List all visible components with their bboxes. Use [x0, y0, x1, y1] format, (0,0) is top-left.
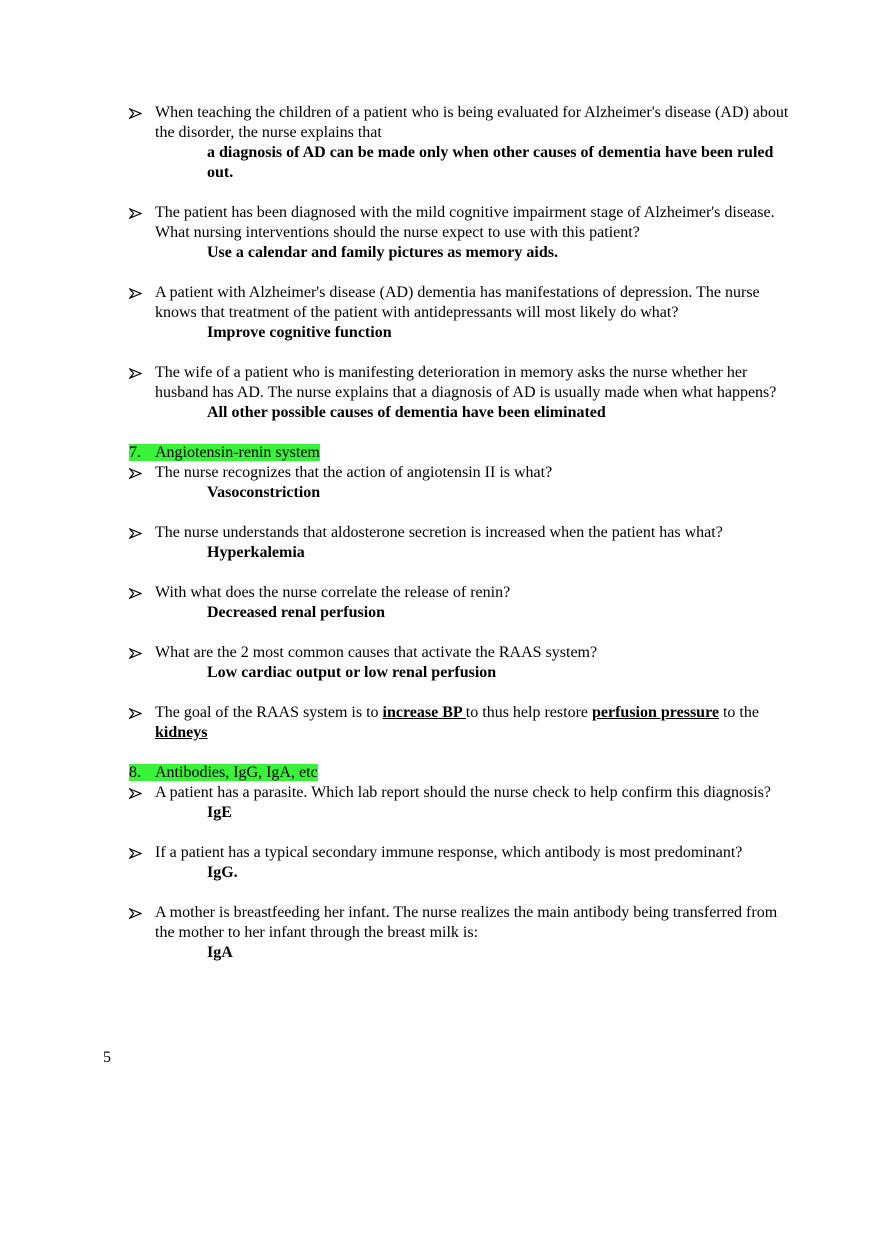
arrow-bullet-icon	[129, 643, 149, 659]
arrow-bullet-icon	[129, 363, 149, 379]
question-text: A patient with Alzheimer's disease (AD) dementia has manifestations of depression. The nurse knows that treatment of the patient with antidepressants will most likely do what?	[155, 284, 760, 321]
question-item	[129, 583, 789, 603]
question-item	[129, 843, 789, 863]
question-item	[129, 283, 789, 323]
underlined-emphasis: increase BP	[382, 704, 466, 721]
question-text: What are the 2 most common causes that activate the RAAS system?	[155, 644, 598, 661]
question-text: The nurse understands that aldosterone secretion is increased when the patient has what?	[155, 524, 723, 541]
section-title: Angiotensin-renin system	[155, 444, 320, 461]
question-item	[129, 523, 789, 543]
answer-text: All other possible causes of dementia have been eliminated	[207, 404, 606, 421]
question-item	[129, 363, 789, 403]
arrow-bullet-icon	[129, 703, 149, 719]
question-item	[129, 103, 789, 143]
underlined-emphasis: kidneys	[155, 724, 208, 741]
highlighted-heading	[129, 444, 320, 461]
arrow-bullet-icon	[129, 523, 149, 539]
answer-text: IgE	[207, 804, 232, 821]
answer-text: Improve cognitive function	[207, 324, 392, 341]
answer-text: Low cardiac output or low renal perfusion	[207, 664, 497, 681]
arrow-bullet-icon	[129, 783, 149, 799]
arrow-bullet-icon	[129, 203, 149, 219]
question-item	[129, 203, 789, 243]
answer-text: Use a calendar and family pictures as memory aids.	[207, 244, 558, 261]
question-text: The wife of a patient who is manifesting deterioration in memory asks the nurse whether her husband has AD. The nurse explains that a diagnosis of AD is usually made when what happens?	[155, 364, 777, 401]
goal-text-part: to the	[718, 704, 759, 721]
arrow-bullet-icon	[129, 903, 149, 919]
section-heading-8	[129, 763, 789, 783]
raas-goal-statement	[129, 703, 789, 743]
section-number: 8.	[129, 764, 141, 781]
question-text: A patient has a parasite. Which lab report should the nurse check to help confirm this diagnosis?	[155, 784, 771, 801]
answer-text: IgG.	[207, 864, 238, 881]
question-text: A mother is breastfeeding her infant. The nurse realizes the main antibody being transferred from the mother to her infant through the breast milk is:	[155, 904, 778, 941]
arrow-bullet-icon	[129, 843, 149, 859]
answer-text: Decreased renal perfusion	[207, 604, 386, 621]
question-text: If a patient has a typical secondary immune response, which antibody is most predominant?	[155, 844, 743, 861]
answer-text: IgA	[207, 944, 233, 961]
highlighted-heading	[129, 764, 318, 781]
question-text: When teaching the children of a patient who is being evaluated for Alzheimer's disease (AD) about the disorder, the nurse explains that	[155, 104, 789, 141]
section-title: Antibodies, IgG, IgA, etc	[155, 764, 318, 781]
arrow-bullet-icon	[129, 463, 149, 479]
answer-text: Hyperkalemia	[207, 544, 305, 561]
underlined-emphasis: perfusion pressure	[592, 704, 719, 721]
question-item	[129, 463, 789, 483]
page-content	[129, 103, 789, 963]
question-text: The patient has been diagnosed with the mild cognitive impairment stage of Alzheimer's disease. What nursing interventions should the nurse expect to use with this patient?	[155, 204, 775, 241]
section-heading-7	[129, 443, 789, 463]
arrow-bullet-icon	[129, 283, 149, 299]
goal-text-part: to thus help restore	[465, 704, 592, 721]
answer-text: Vasoconstriction	[207, 484, 321, 501]
question-text: The nurse recognizes that the action of angiotensin II is what?	[155, 464, 553, 481]
arrow-bullet-icon	[129, 103, 149, 119]
page-number: 5	[103, 1049, 111, 1066]
question-item	[129, 783, 789, 803]
question-item	[129, 643, 789, 663]
arrow-bullet-icon	[129, 583, 149, 599]
goal-text-part: The goal of the RAAS system is to	[155, 704, 383, 721]
section-number: 7.	[129, 444, 141, 461]
question-text: With what does the nurse correlate the release of renin?	[155, 584, 511, 601]
question-item	[129, 903, 789, 943]
answer-text: a diagnosis of AD can be made only when other causes of dementia have been ruled out.	[207, 144, 774, 181]
